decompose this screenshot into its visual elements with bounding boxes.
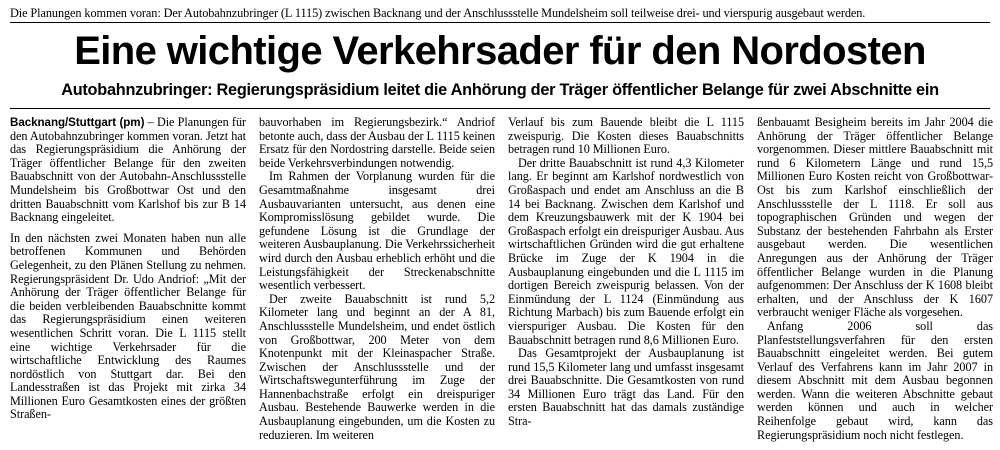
- article-body-columns: [10, 115, 993, 442]
- paragraph: bauvorhaben im Regierungsbezirk.“ Andriof betonte auch, dass der Ausbau der L 1115 keinen Ersatz für den Nordostring darstelle. Beide seien beide Verkehrsverbindungen notwendig.: [259, 115, 495, 170]
- paragraph: ßenbauamt Besigheim bereits im Jahr 2004 die Anhörung der Träger öffentlicher Belange vorgenommen. Dieser mittlere Bauabschnitt mit rund 6 Kilometern Länge und rund 15,5 Millionen Euro Kosten reicht von Großbottwar-Ost bis zum Karlshof einschließlich der Anschlussstelle der L 1118. Er soll aus topographischen Gründen und wegen der Substanz der bestehenden Fahrbahn als Erster ausgebaut werden. Die wesentlichen Anregungen aus der Anhörung der Träger öffentlicher Belange wurden in die Planung aufgenommen: Der Anschluss der K 1608 bleibt erhalten, und der Anschluss der K 1607 verbraucht weniger Fläche als vorgesehen.: [757, 115, 993, 320]
- article-subheadline: Autobahnzubringer: Regierungspräsidium leitet die Anhörung der Träger öffentlicher Belange für zwei Abschnitte ein: [61, 81, 939, 99]
- page-title: Eine wichtige Verkehrsader für den Nordosten: [74, 29, 926, 73]
- divider-below-subhead: [10, 108, 990, 109]
- article-column-3: [508, 116, 744, 429]
- article-column-4: [757, 116, 993, 442]
- paragraph: In den nächsten zwei Monaten haben nun alle betroffenen Kommunen und Behörden Gelegenheit, zu den Plänen Stellung zu nehmen. Regierungspräsident Dr. Udo Andriof: „Mit der Anhörung der Träger öffentlicher Belange für die beiden verbleibenden Bauabschnitte kommt das Regierungspräsidium einen weiteren wesentlichen Schritt voran. Die L 1115 stellt eine wichtige Verkehrsader für die wirtschaftliche Entwicklung des Raumes nordöstlich von Stuttgart dar. Bei den Landesstraßen ist das Projekt mit zirka 34 Millionen Euro Gesamtkosten eines der größten Straßen-: [10, 230, 246, 422]
- article-column-1: [10, 116, 246, 422]
- photo-caption: Die Planungen kommen voran: Der Autobahnzubringer (L 1115) zwischen Backnang und der Anschlussstelle Mundelsheim soll teilweise drei- und vierspurig ausgebaut werden.: [10, 6, 866, 20]
- paragraph: Das Gesamtprojekt der Ausbauplanung ist rund 15,5 Kilometer lang und umfasst insgesamt drei Bauabschnitte. Die Gesamtkosten von rund 34 Millionen Euro trägt das Land. Für den ersten Bauabschnitt hat das damals zuständige Stra-: [508, 346, 744, 429]
- paragraph: Anfang 2006 soll das Planfeststellungsverfahren für den ersten Bauabschnitt eingeleitet werden. Bei gutem Verlauf des Verfahrens kann im Jahr 2007 in diesem Abschnitt mit dem Ausbau begonnen werden. Wann die weiteren Abschnitte gebaut werden können und auch in welcher Reihenfolge gebaut wird, kann das Regierungspräsidium noch nicht festlegen.: [757, 318, 993, 442]
- paragraph: Verlauf bis zum Bauende bleibt die L 1115 zweispurig. Die Kosten dieses Bauabschnitts betragen rund 10 Millionen Euro.: [508, 115, 744, 157]
- paragraph: Backnang/Stuttgart (pm) – Die Planungen für den Autobahnzubringer kommen voran. Jetzt hat das Regierungspräsidium die Anhörung der Träger öffentlicher Belange für den zweiten Bauabschnitt von der Autobahn-Anschlussstelle Mundelsheim bis Großbottwar Ost und den dritten Bauabschnitt vom Karlshof bis zur B 14 Backnang eingeleitet.: [10, 115, 246, 225]
- divider-top: [10, 22, 990, 23]
- paragraph: Der zweite Bauabschnitt ist rund 5,2 Kilometer lang und beginnt an der A 81, Anschlussstelle Mundelsheim, und endet östlich von Großbottwar, 200 Meter von dem Knotenpunkt mit der Kleinaspacher Straße. Zwischen der Anschlussstelle und der Wirtschaftswegunterführung im Zuge der Hannenbachstraße erfolgt ein dreispuriger Ausbau. Bestehende Bauwerke werden in die Ausbauplanung eingebunden, um die Kosten zu reduzieren. Im weiteren: [259, 291, 495, 442]
- paragraph: Im Rahmen der Vorplanung wurden für die Gesamtmaßnahme insgesamt drei Ausbauvarianten untersucht, aus denen eine Kompromisslösung gebildet wurde. Die gefundene Lösung ist die Grundlage der weiteren Ausbauplanung. Die Verkehrssicherheit wird durch den Ausbau erheblich erhöht und die Leistungsfähigkeit der Streckenabschnitte wesentlich verbessert.: [259, 169, 495, 293]
- paragraph: Der dritte Bauabschnitt ist rund 4,3 Kilometer lang. Er beginnt am Karlshof nordwestlich von Großaspach und endet am Anschluss an die B 14 bei Backnang. Zwischen dem Karlshof und dem Kreuzungsbauwerk mit der K 1904 bei Großaspach erfolgt ein dreispuriger Ausbau. Aus wirtschaftlichen Gründen wird die gut erhaltene Brücke im Zuge der K 1904 in die Ausbauplanung eingebunden und die L 1115 im dortigen Bereich zweispurig belassen. Von der Einmündung der L 1124 (Einmündung aus Richtung Marbach) bis zum Bauende erfolgt ein vierspuriger Ausbau. Die Kosten für den Bauabschnitt betragen rund 8,6 Millionen Euro.: [508, 155, 744, 347]
- article-column-2: [259, 116, 495, 442]
